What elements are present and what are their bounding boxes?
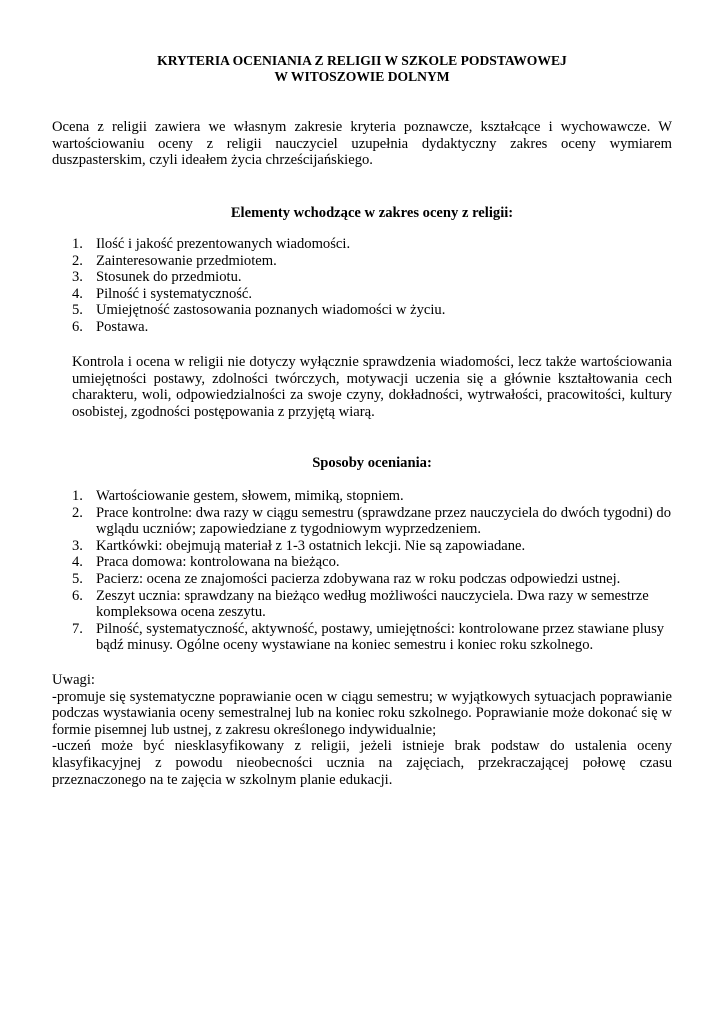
list-item-text: Ilość i jakość prezentowanych wiadomości. (96, 236, 351, 252)
list-item (72, 588, 672, 621)
list-item-number: 1. (72, 488, 83, 504)
list-item (72, 286, 672, 303)
elements-heading: Elementy wchodzące w zakres oceny z religii: (230, 205, 514, 221)
remark-paragraph: -promuje się systematyczne poprawianie ocen w ciągu semestru; w wyjątkowych sytuacjach poprawianie podczas wystawiania oceny semestralnej lub na koniec roku szkolnego. Poprawianie może dokonać się w formie pisemnej lub ustnej, z zakresu określonego indywidualnie; (52, 688, 672, 738)
list-item (72, 302, 672, 319)
list-item-number: 5. (72, 302, 83, 319)
list-item-text: Wartościowanie gestem, słowem, mimiką, stopniem. (96, 488, 404, 504)
list-item (72, 488, 672, 505)
list-item-text: Postawa. (96, 318, 149, 335)
list-item (72, 505, 672, 538)
list-item-text: Stosunek do przedmiotu. (96, 269, 242, 286)
list-item-number: 6. (72, 587, 83, 604)
list-item-number: 3. (72, 537, 83, 554)
elements-list (72, 236, 672, 336)
list-item-number: 3. (72, 269, 83, 286)
list-item (72, 571, 672, 588)
list-item-text: Pacierz: ocena ze znajomości pacierza zdobywana raz w roku podczas odpowiedzi ustnej. (96, 570, 621, 587)
list-item-text: Zeszyt ucznia: sprawdzany na bieżąco według możliwości nauczyciela. Dwa razy w semestrze kompleksowa ocena zeszytu. (96, 587, 649, 621)
list-item-number: 2. (72, 252, 83, 269)
list-item (72, 621, 672, 654)
list-item (72, 538, 672, 555)
methods-list (72, 488, 672, 654)
list-item-text: Praca domowa: kontrolowana na bieżąco. (96, 554, 340, 571)
remarks-label: Uwagi: (52, 672, 95, 688)
remarks-section (52, 672, 672, 788)
list-item-number: 4. (72, 285, 83, 302)
list-item-text: Pilność i systematyczność. (96, 285, 253, 302)
list-item-number: 6. (72, 318, 83, 335)
list-item-text: Kartkówki: obejmują materiał z 1-3 ostatnich lekcji. Nie są zapowiadane. (96, 537, 526, 554)
list-item-text: Zainteresowanie przedmiotem. (96, 252, 277, 269)
intro-paragraph: Ocena z religii zawiera we własnym zakresie kryteria poznawcze, kształcące i wychowawcze. W wartościowaniu oceny z religii nauczyciel uzupełnia dydaktyczny zakres oceny wymiarem duszpasterskim, czyli ideałem życia chrześcijańskiego. (52, 119, 672, 169)
list-item-number: 1. (72, 236, 83, 252)
list-item (72, 269, 672, 286)
list-item-number: 2. (72, 504, 83, 521)
control-paragraph: Kontrola i ocena w religii nie dotyczy wyłącznie sprawdzenia wiadomości, lecz także wartościowania umiejętności postawy, zdolności twórczych, motywacji uczenia się a głównie kształtowania cech charakteru, woli, odpowiedzialności za swoje czyny, dokładności, wytrwałości, pracowitości, kultury osobistej, zgodności postępowania z przyjętą wiarą. (72, 354, 672, 420)
list-item-number: 7. (72, 620, 83, 637)
list-item-number: 5. (72, 570, 83, 587)
list-item (72, 236, 672, 253)
methods-heading: Sposoby oceniania: (312, 455, 432, 471)
remark-paragraph: -uczeń może być niesklasyfikowany z religii, jeżeli istnieje brak podstaw do ustalenia oceny klasyfikacyjnej z powodu nieobecności ucznia na zajęciach, przekraczającej połowę czasu przeznaczonego na te zajęcia w szkolnym planie edukacji. (52, 738, 672, 788)
list-item (72, 554, 672, 571)
list-item (72, 253, 672, 270)
list-item-number: 4. (72, 554, 83, 571)
list-item-text: Umiejętność zastosowania poznanych wiadomości w życiu. (96, 302, 446, 319)
document-title-line-2: W WITOSZOWIE DOLNYM (274, 69, 450, 84)
list-item-text: Prace kontrolne: dwa razy w ciągu semestru (sprawdzane przez nauczyciela do dwóch tygodni) do wglądu uczniów; zapowiedziane z tygodniowym wyprzedzeniem. (96, 504, 672, 538)
document-title-line-1: KRYTERIA OCENIANIA Z RELIGII W SZKOLE PODSTAWOWEJ (157, 53, 567, 68)
list-item (72, 319, 672, 336)
list-item-text: Pilność, systematyczność, aktywność, postawy, umiejętności: kontrolowane przez stawiane plusy bądź minusy. Ogólne oceny wystawiane na koniec semestru i koniec roku szkolnego. (96, 620, 665, 654)
